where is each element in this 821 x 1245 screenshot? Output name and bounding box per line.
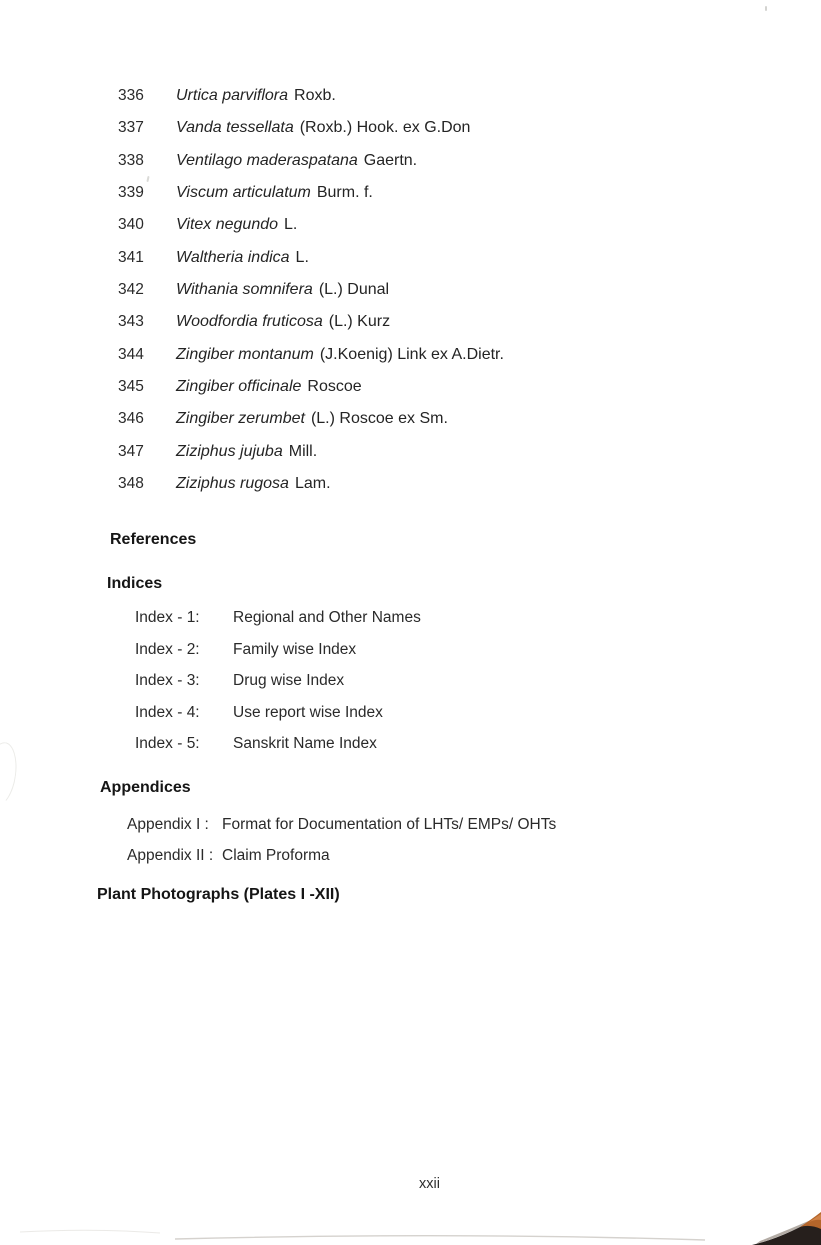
species-list-item bbox=[0, 145, 740, 177]
author-citation: L. bbox=[295, 248, 309, 266]
entry-name bbox=[176, 249, 309, 266]
species-name: Urtica parviflora bbox=[176, 87, 289, 104]
references-heading: References bbox=[110, 531, 197, 548]
entry-number: 336 bbox=[118, 87, 144, 104]
species-name: Vitex negundo bbox=[176, 216, 279, 234]
species-name: Waltheria indica bbox=[176, 248, 290, 266]
indices-heading: Indices bbox=[107, 575, 163, 592]
index-label: Index - 4: bbox=[135, 703, 200, 721]
entry-name bbox=[176, 443, 317, 460]
species-name: Zingiber officinale bbox=[176, 378, 302, 396]
entry-name bbox=[176, 87, 336, 104]
index-label: Index - 1: bbox=[135, 609, 200, 626]
author-citation: (J.Koenig) Link ex A.Dietr. bbox=[319, 345, 504, 363]
entry-name bbox=[176, 346, 504, 363]
author-citation: (L.) Dunal bbox=[318, 281, 390, 299]
author-citation: Burm. f. bbox=[316, 184, 373, 202]
entry-number: 341 bbox=[118, 248, 144, 266]
entry-number: 344 bbox=[118, 345, 144, 363]
author-citation: Lam. bbox=[294, 475, 331, 493]
entry-name bbox=[176, 184, 373, 201]
entry-number: 348 bbox=[118, 475, 144, 493]
species-list-item bbox=[0, 80, 740, 112]
index-list-item bbox=[135, 665, 421, 697]
index-label: Index - 2: bbox=[135, 640, 200, 658]
index-list-item bbox=[135, 697, 421, 729]
species-list-item bbox=[0, 112, 740, 144]
species-name: Withania somnifera bbox=[176, 281, 313, 299]
entry-number: 339 bbox=[118, 184, 144, 202]
appendix-title: Claim Proforma bbox=[222, 846, 330, 864]
species-name: Ventilago maderaspatana bbox=[176, 151, 358, 169]
appendices-heading: Appendices bbox=[100, 779, 191, 796]
species-list-item bbox=[0, 371, 740, 403]
page-bottom-edge-art bbox=[0, 1185, 821, 1245]
entry-number: 345 bbox=[118, 378, 144, 396]
species-list-item bbox=[0, 306, 740, 338]
entry-number: 337 bbox=[118, 119, 144, 137]
index-label: Index - 5: bbox=[135, 735, 200, 753]
book-corner-dark bbox=[752, 1215, 821, 1245]
species-list-item bbox=[0, 177, 740, 209]
species-name: Ziziphus jujuba bbox=[176, 442, 283, 460]
species-list bbox=[0, 80, 740, 500]
entry-number: 342 bbox=[118, 281, 144, 299]
author-citation: (Roxb.) Hook. ex G.Don bbox=[299, 119, 471, 137]
author-citation: (L.) Kurz bbox=[328, 313, 391, 331]
index-list bbox=[135, 602, 421, 760]
entry-name bbox=[176, 313, 390, 330]
appendix-list-item bbox=[127, 841, 556, 872]
author-citation: Roscoe bbox=[307, 378, 362, 396]
index-list-item bbox=[135, 602, 421, 634]
author-citation: Gaertn. bbox=[363, 151, 418, 169]
entry-name bbox=[176, 410, 448, 427]
species-name: Zingiber zerumbet bbox=[176, 410, 305, 428]
entry-name bbox=[176, 152, 417, 169]
entry-name bbox=[176, 475, 331, 492]
author-citation: (L.) Roscoe ex Sm. bbox=[310, 410, 448, 428]
appendix-title: Format for Documentation of LHTs/ EMPs/ OHTs bbox=[222, 816, 557, 833]
species-list-item bbox=[0, 274, 740, 306]
index-title: Sanskrit Name Index bbox=[233, 735, 377, 753]
species-name: Vanda tessellata bbox=[176, 119, 294, 137]
author-citation: L. bbox=[284, 216, 298, 234]
book-corner-highlight bbox=[756, 1217, 818, 1244]
entry-name bbox=[176, 119, 470, 136]
entry-number: 347 bbox=[118, 442, 144, 460]
entry-number: 338 bbox=[118, 151, 144, 169]
book-corner-orange-light bbox=[808, 1214, 821, 1223]
species-name: Viscum articulatum bbox=[176, 184, 311, 202]
appendix-list-item bbox=[127, 810, 556, 841]
species-name: Zingiber montanum bbox=[176, 345, 314, 363]
page-curve-line bbox=[175, 1236, 705, 1240]
appendix-list bbox=[127, 810, 556, 871]
entry-name bbox=[176, 378, 362, 395]
author-citation: Mill. bbox=[288, 442, 318, 460]
index-title: Family wise Index bbox=[233, 640, 357, 658]
species-name: Ziziphus rugosa bbox=[176, 475, 289, 493]
entry-name bbox=[176, 216, 297, 233]
index-title: Regional and Other Names bbox=[233, 609, 421, 626]
species-list-item bbox=[0, 403, 740, 435]
species-list-item bbox=[0, 242, 740, 274]
entry-number: 340 bbox=[118, 216, 144, 234]
author-citation: Roxb. bbox=[294, 87, 336, 104]
entry-number: 346 bbox=[118, 410, 144, 428]
index-title: Use report wise Index bbox=[233, 703, 383, 721]
entry-name bbox=[176, 281, 389, 298]
scan-speck bbox=[765, 6, 767, 11]
scan-smudge-artifact bbox=[0, 740, 20, 808]
appendix-label: Appendix I : bbox=[127, 816, 209, 833]
species-list-item bbox=[0, 339, 740, 371]
entry-number: 343 bbox=[118, 313, 144, 331]
page-number: xxii bbox=[419, 1176, 440, 1192]
index-list-item bbox=[135, 634, 421, 666]
page-curve-line-faint bbox=[20, 1230, 160, 1233]
appendix-label: Appendix II : bbox=[127, 846, 214, 864]
index-list-item bbox=[135, 728, 421, 760]
species-list-item bbox=[0, 209, 740, 241]
species-list-item bbox=[0, 468, 740, 500]
plant-photographs-heading: Plant Photographs (Plates I -XII) bbox=[97, 886, 340, 903]
index-label: Index - 3: bbox=[135, 672, 200, 690]
species-list-item bbox=[0, 436, 740, 468]
index-title: Drug wise Index bbox=[233, 672, 345, 690]
species-name: Woodfordia fruticosa bbox=[176, 313, 323, 331]
book-corner-orange bbox=[800, 1212, 821, 1229]
